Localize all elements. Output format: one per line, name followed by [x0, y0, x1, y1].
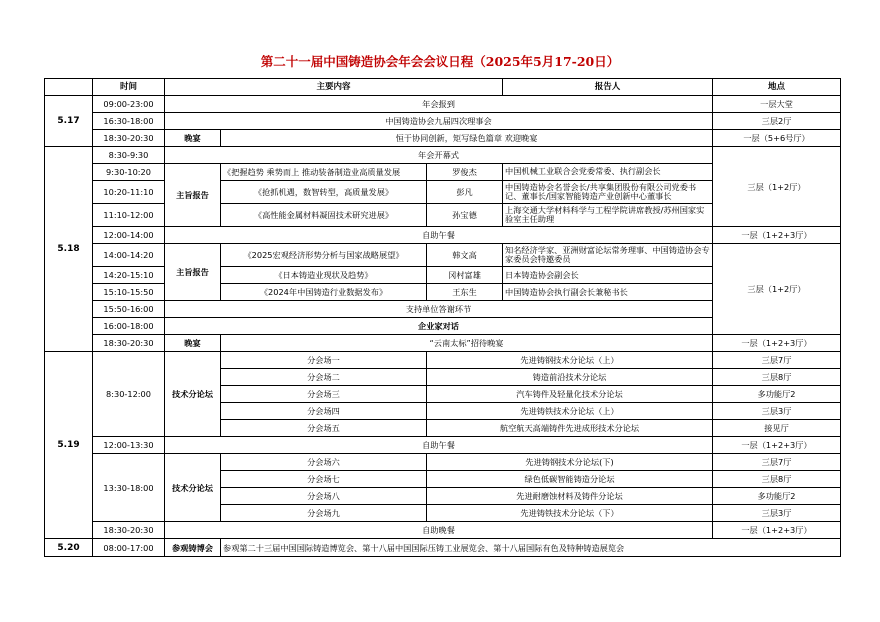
day-label: 5.19: [45, 352, 93, 539]
col-content: 主要内容: [165, 79, 503, 96]
org-cell: 中国铸造协会执行副会长兼秘书长: [503, 284, 713, 301]
session-label: 技术分论坛: [165, 352, 221, 437]
time-cell: 16:00-18:00: [93, 318, 165, 335]
session-label: 主旨报告: [165, 244, 221, 301]
topic-cell: 航空航天高端铸件先进成形技术分论坛: [427, 420, 713, 437]
table-row: [45, 227, 841, 244]
topic-cell: 先进铸铁技术分论坛（下）: [427, 505, 713, 522]
org-cell: 知名经济学家、亚洲财富论坛常务理事、中国铸造协会专家委员会特邀委员: [503, 244, 713, 267]
time-cell: 16:30-18:00: [93, 113, 165, 130]
topic-cell: 先进耐磨蚀材料及铸件分论坛: [427, 488, 713, 505]
topic-cell: 《2024年中国铸造行业数据发布》: [221, 284, 427, 301]
speaker-cell: 彭凡: [427, 181, 503, 204]
content-cell: “云南太标”招待晚宴: [221, 335, 713, 352]
venue-cell: 一层（1+2+3厅）: [713, 437, 841, 454]
table-row: [45, 335, 841, 352]
hall-cell: 分会场五: [221, 420, 427, 437]
topic-cell: 绿色低碳智能铸造分论坛: [427, 471, 713, 488]
hall-cell: 分会场七: [221, 471, 427, 488]
org-cell: 中国机械工业联合会党委常委、执行副会长: [503, 164, 713, 181]
hall-cell: 分会场三: [221, 386, 427, 403]
venue-cell: 三层8厅: [713, 471, 841, 488]
topic-cell: 《抢抓机遇，数智转型，高质量发展》: [221, 181, 427, 204]
time-cell: 09:00-23:00: [93, 96, 165, 113]
topic-cell: 先进铸钢技术分论坛（上）: [427, 352, 713, 369]
schedule-table: [44, 78, 841, 557]
time-cell: 11:10-12:00: [93, 204, 165, 227]
speaker-cell: 冈村富雄: [427, 267, 503, 284]
table-row: [45, 522, 841, 539]
page-title: 第二十一届中国铸造协会年会会议日程（2025年5月17-20日）: [260, 54, 620, 69]
venue-cell: 三层7厅: [713, 352, 841, 369]
speaker-cell: 孙宝德: [427, 204, 503, 227]
venue-cell: 三层7厅: [713, 454, 841, 471]
time-cell: 18:30-20:30: [93, 522, 165, 539]
topic-cell: 铸造前沿技术分论坛: [427, 369, 713, 386]
content-cell: 中国铸造协会九届四次理事会: [165, 113, 713, 130]
day-label: 5.17: [45, 96, 93, 147]
content-cell: 自助午餐: [165, 437, 713, 454]
hall-cell: 分会场一: [221, 352, 427, 369]
time-cell: 08:00-17:00: [93, 539, 165, 557]
org-cell: 中国铸造协会名誉会长/共享集团股份有限公司党委书记、董事长/国家智能铸造产业创新中心董事长: [503, 181, 713, 204]
venue-cell: 多功能厅2: [713, 488, 841, 505]
content-cell: 恒于协同创新，矩写绿色篇章 欢迎晚宴: [221, 130, 713, 147]
col-time: 时间: [93, 79, 165, 96]
table-header-row: [45, 79, 841, 96]
table-row: [45, 113, 841, 130]
session-label: 主旨报告: [165, 164, 221, 227]
venue-cell: 一层（1+2+3厅）: [713, 335, 841, 352]
time-cell: 8:30-12:00: [93, 352, 165, 437]
day-label: 5.20: [45, 539, 93, 557]
org-cell: 日本铸造协会副会长: [503, 267, 713, 284]
venue-cell: 三层3厅: [713, 505, 841, 522]
venue-cell: 一层（5+6号厅）: [713, 130, 841, 147]
time-cell: 18:30-20:30: [93, 335, 165, 352]
time-cell: 14:00-14:20: [93, 244, 165, 267]
table-row: [45, 244, 841, 267]
col-venue: 地点: [713, 79, 841, 96]
hall-cell: 分会场二: [221, 369, 427, 386]
topic-cell: 《高性能金属材料凝固技术研究进展》: [221, 204, 427, 227]
time-cell: 9:30-10:20: [93, 164, 165, 181]
hall-cell: 分会场九: [221, 505, 427, 522]
time-cell: 13:30-18:00: [93, 454, 165, 522]
speaker-cell: 罗俊杰: [427, 164, 503, 181]
content-cell: 年会报到: [165, 96, 713, 113]
content-cell: 企业家对话: [165, 318, 713, 335]
day-label: 5.18: [45, 147, 93, 352]
venue-cell: 三层3厅: [713, 403, 841, 420]
content-cell: 年会开幕式: [165, 147, 713, 164]
content-cell: 自助午餐: [165, 227, 713, 244]
table-row: [45, 352, 841, 369]
col-speaker: 报告人: [503, 79, 713, 96]
time-cell: 12:00-13:30: [93, 437, 165, 454]
venue-cell: 三层（1+2厅）: [713, 244, 841, 335]
org-cell: 上海交通大学材料科学与工程学院讲席教授/苏州国家实验室主任助理: [503, 204, 713, 227]
table-row: [45, 437, 841, 454]
venue-cell: 一层（1+2+3厅）: [713, 227, 841, 244]
time-cell: 12:00-14:00: [93, 227, 165, 244]
hall-cell: 分会场八: [221, 488, 427, 505]
topic-cell: 《把握趋势 乘势而上 推动装备制造业高质量发展: [221, 164, 427, 181]
hall-cell: 分会场六: [221, 454, 427, 471]
time-cell: 14:20-15:10: [93, 267, 165, 284]
topic-cell: 汽车铸件及轻量化技术分论坛: [427, 386, 713, 403]
venue-cell: 三层8厅: [713, 369, 841, 386]
speaker-cell: 王东生: [427, 284, 503, 301]
session-label: 技术分论坛: [165, 454, 221, 522]
time-cell: 15:50-16:00: [93, 301, 165, 318]
speaker-cell: 韩文高: [427, 244, 503, 267]
topic-cell: 先进铸铁技术分论坛（上）: [427, 403, 713, 420]
hall-cell: 分会场四: [221, 403, 427, 420]
venue-cell: 接见厅: [713, 420, 841, 437]
content-cell: 支持单位答谢环节: [165, 301, 713, 318]
col-blank: [45, 79, 93, 96]
table-row: [45, 147, 841, 164]
venue-cell: 一层大堂: [713, 96, 841, 113]
time-cell: 15:10-15:50: [93, 284, 165, 301]
table-row: [45, 539, 841, 557]
topic-cell: 先进铸钢技术分论坛(下): [427, 454, 713, 471]
time-cell: 10:20-11:10: [93, 181, 165, 204]
table-row: [45, 96, 841, 113]
content-cell: 自助晚餐: [165, 522, 713, 539]
venue-cell: 一层（1+2+3厅）: [713, 522, 841, 539]
time-cell: 18:30-20:30: [93, 130, 165, 147]
table-row: [45, 454, 841, 471]
venue-cell: 三层2厅: [713, 113, 841, 130]
venue-cell: 三层（1+2厅）: [713, 147, 841, 227]
topic-cell: 《2025宏观经济形势分析与国家战略展望》: [221, 244, 427, 267]
content-cell: 参观第二十三届中国国际铸造博览会、第十八届中国国际压铸工业展览会、第十八届国际有色及特种铸造展览会: [221, 539, 841, 557]
session-label: 晚宴: [165, 130, 221, 147]
time-cell: 8:30-9:30: [93, 147, 165, 164]
session-label: 参观铸博会: [165, 539, 221, 557]
session-label: 晚宴: [165, 335, 221, 352]
venue-cell: 多功能厅2: [713, 386, 841, 403]
topic-cell: 《日本铸造业现状及趋势》: [221, 267, 427, 284]
table-row: [45, 130, 841, 147]
